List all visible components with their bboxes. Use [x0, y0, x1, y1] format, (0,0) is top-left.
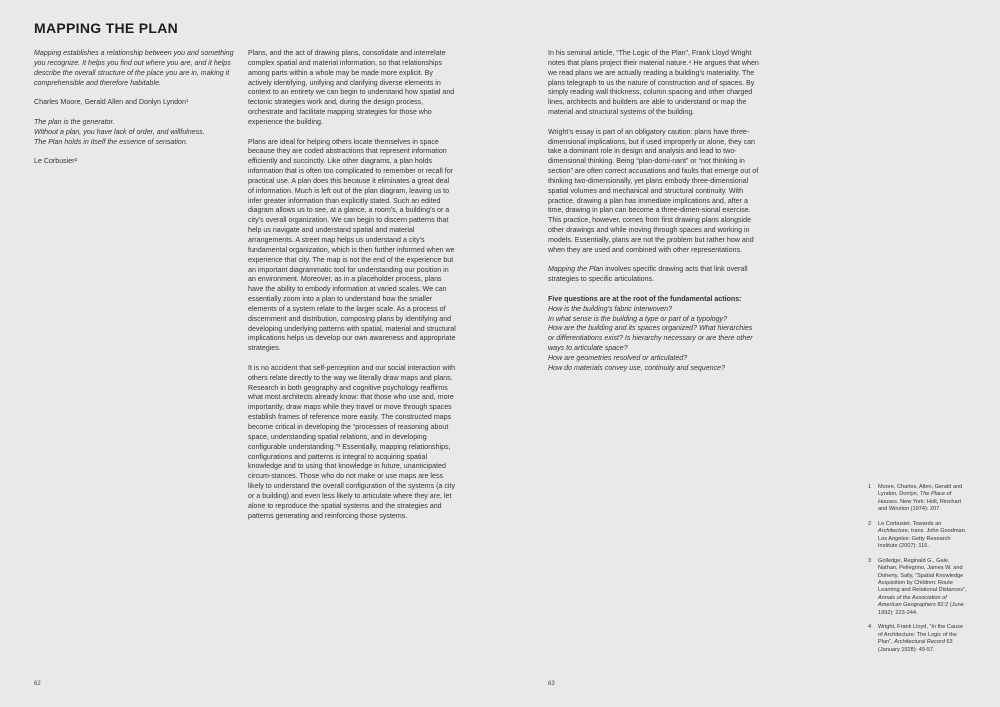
footnote-text — [878, 558, 968, 618]
quote-line: Without a plan, you have lack of order, and willfulness. — [34, 127, 205, 136]
footnote-segment-italic: Annals of the Association of American Geographers — [878, 594, 947, 609]
question-item: How are geometries resolved or articulated? — [548, 354, 688, 363]
footnote-number: 1 — [868, 484, 872, 490]
footnote-segment: Golledge, Reginald G., Gale, Nathan, Pellegrino, James W. and Doherty, Sally, “Spatial Knowledge Acquisition by Children: Route Learning and Relational Distances”, — [878, 557, 967, 594]
footnote-segment: . New York: Holt, Rinehart and Winston (1974): 207. — [878, 498, 962, 513]
footnote-segment: 63 (January 1928): 49-57. — [878, 639, 953, 653]
paragraph-text: involves specific drawing acts that link overall strategies to specific articulations. — [548, 265, 748, 284]
footnote-text — [878, 624, 968, 654]
footnote-text — [878, 521, 968, 551]
epigraph-column — [34, 49, 234, 177]
epigraph-attribution-corbusier: Le Corbusier² — [34, 157, 77, 166]
footnote-segment-italic: The Place of Houses — [878, 491, 952, 505]
footnote-segment: 82:2 (June 1992): 223-244. — [878, 602, 964, 616]
footnote-segment: Le Corbusier, Towards an — [878, 520, 942, 527]
body-paragraph: Wright’s essay is part of an obligatory caution: plans have three-dimensional implications, but if used improperly or alone, they can take a dominant role in design and analysis and lead to two-dimensional thinking. Being “plan-domi-nant” or “not thinking in section” are often correct accusations and faults that emerge out of thinking two-dimensionally, yet plans embody three-dimensional spatial volumes and mechanical and structural continuity. With practice, drawing a plan has immediate implications and, after a time, drawing in plan can become a three-dimen-sional exercise. This practice, however, comes from first drawing plans alongside other drawings and while moving through spaces and working in models. Essentially, plans are not the problem but rather how and when they are used and combined with other representations. — [548, 127, 759, 254]
footnote-text — [878, 484, 968, 514]
footnote-segment: Wright, Frank Lloyd, “In the Cause of Architecture: The Logic of the Plan”, — [878, 624, 964, 646]
footnote-number: 2 — [868, 520, 872, 527]
question-item: How do materials convey use, continuity and sequence? — [548, 363, 726, 372]
footnote-segment-italic: Architectural Record — [894, 639, 945, 646]
footnote-number: 4 — [868, 624, 872, 631]
footnote-number: 3 — [868, 557, 872, 564]
epigraph-attribution-moore: Charles Moore, Gerald Allen and Donlyn Lyndon¹ — [34, 98, 189, 107]
chapter-title: MAPPING THE PLAN — [34, 20, 179, 36]
book-title-inline: Mapping the Plan — [548, 265, 604, 274]
page-number-right: 63 — [548, 681, 555, 687]
footnote — [868, 521, 968, 551]
body-paragraph — [548, 265, 760, 285]
intro-epigraph: Mapping establishes a relationship between you and something you recognize. It helps you find out where you are, and it helps describe the overall structure of the place you are in, making it comprehensible and therefore habitable. — [34, 49, 234, 87]
footnote-segment: , trans. John Goodman. Los Angeles: Getty Research Institute (2007): 116. — [878, 528, 967, 550]
footnote — [868, 484, 968, 514]
footnotes — [868, 484, 968, 661]
footnote-segment: Moore, Charles, Allen, Gerald and Lyndon, Donlyn, — [878, 484, 963, 498]
body-column-right — [548, 49, 760, 384]
question-item: How is the building’s fabric interwoven? — [548, 304, 673, 313]
body-column-left — [248, 49, 456, 531]
footnote — [868, 558, 968, 618]
question-item: How are the building and its spaces organized? What hierarchies or differentiations exist? Is hierarchy necessary or are there other ways to articulate space? — [548, 324, 753, 353]
questions-heading: Five questions are at the root of the fundamental actions: — [548, 294, 742, 303]
quote-line: The plan is the generator. — [34, 117, 115, 126]
body-paragraph: Plans, and the act of drawing plans, consolidate and interrelate complex spatial and material information, so that relationships among parts within a whole may be made more explicit. By actively identifying, unifying and clarifying diverse elements in context to an entirety we can begin to understand how spatial and tectonic strategies work and, during the design process, orchestrate and facilitate mapping strategies for those who experience the building. — [248, 49, 455, 126]
body-paragraph: Plans are ideal for helping others locate themselves in space because they are coded abstractions that represent information efficiently and succinctly. Like other diagrams, a plan holds information that is often too complicated to remember or recall for practical use. A plan does this because it eliminates a great deal of information. Much is left out of the plan diagram, leaving us to infer greater information than explicitly stated. Such an edited diagram allows us to see, at a glance, a room’s, a building’s or a city’s overall organization. We can begin to discern patterns that help us navigate and understand spatial and material arrangements. A street map helps us understand a city’s fundamental organization, which is then further informed when we experience that city. The map is not the end of the experience but an important diagrammatic tool for understanding our position in an environment. Moreover, as in a placeholder process, plans have the ability to embody information at varied scales. We can essentially zoom into a plan to understand how the smaller elements of a system relate to the larger scale. As a process of discernment and distribution, composing plans by identifying and developing underlying patterns with spatial, material and structural implications helps us develop our own awareness and appropriate strategies. — [248, 137, 456, 353]
body-paragraph: In his seminal article, “The Logic of the Plan”, Frank Lloyd Wright notes that plans project their material nature.⁴ He argues that when we read plans we are actually reading a building’s materiality. The plans telegraph to us the nature of construction and of spaces. By simply reading wall thickness, column spacing and other charged lines, architects and builders are able to understand or map the material and structural systems of the building. — [548, 49, 759, 117]
quote-line: The Plan holds in itself the essence of sensation. — [34, 137, 188, 146]
page-number-left: 62 — [34, 681, 41, 687]
footnote — [868, 624, 968, 654]
body-paragraph: It is no accident that self-perception and our social interaction with others relate directly to the way we literally draw maps and plans. Research in both geography and cognitive psychology reaffirms what most architects already know: that those who use and, more importantly, draw maps while they travel or move through spaces establish frames of reference more easily. The constructed maps become critical in developing the “processes of reasoning about space, understanding spatial relations, and in developing configurable understanding.”³ Essentially, mapping relationships, configurations and patterns is integral to acquiring spatial knowledge and to using that knowledge in future, unanticipated circum-stances. Those who do not make or use maps are less likely to understand the overall configuration of the systems (a city or a building) and even less likely to articulate where they are, let alone to reproduce the spatial systems and the strategies and patterns generating and reinforcing those systems. — [248, 363, 456, 520]
questions-block — [548, 295, 760, 374]
question-item: In what sense is the building a type or part of a typology? — [548, 314, 728, 323]
footnote-segment-italic: Architecture — [878, 528, 908, 535]
corbusier-quote — [34, 118, 234, 148]
